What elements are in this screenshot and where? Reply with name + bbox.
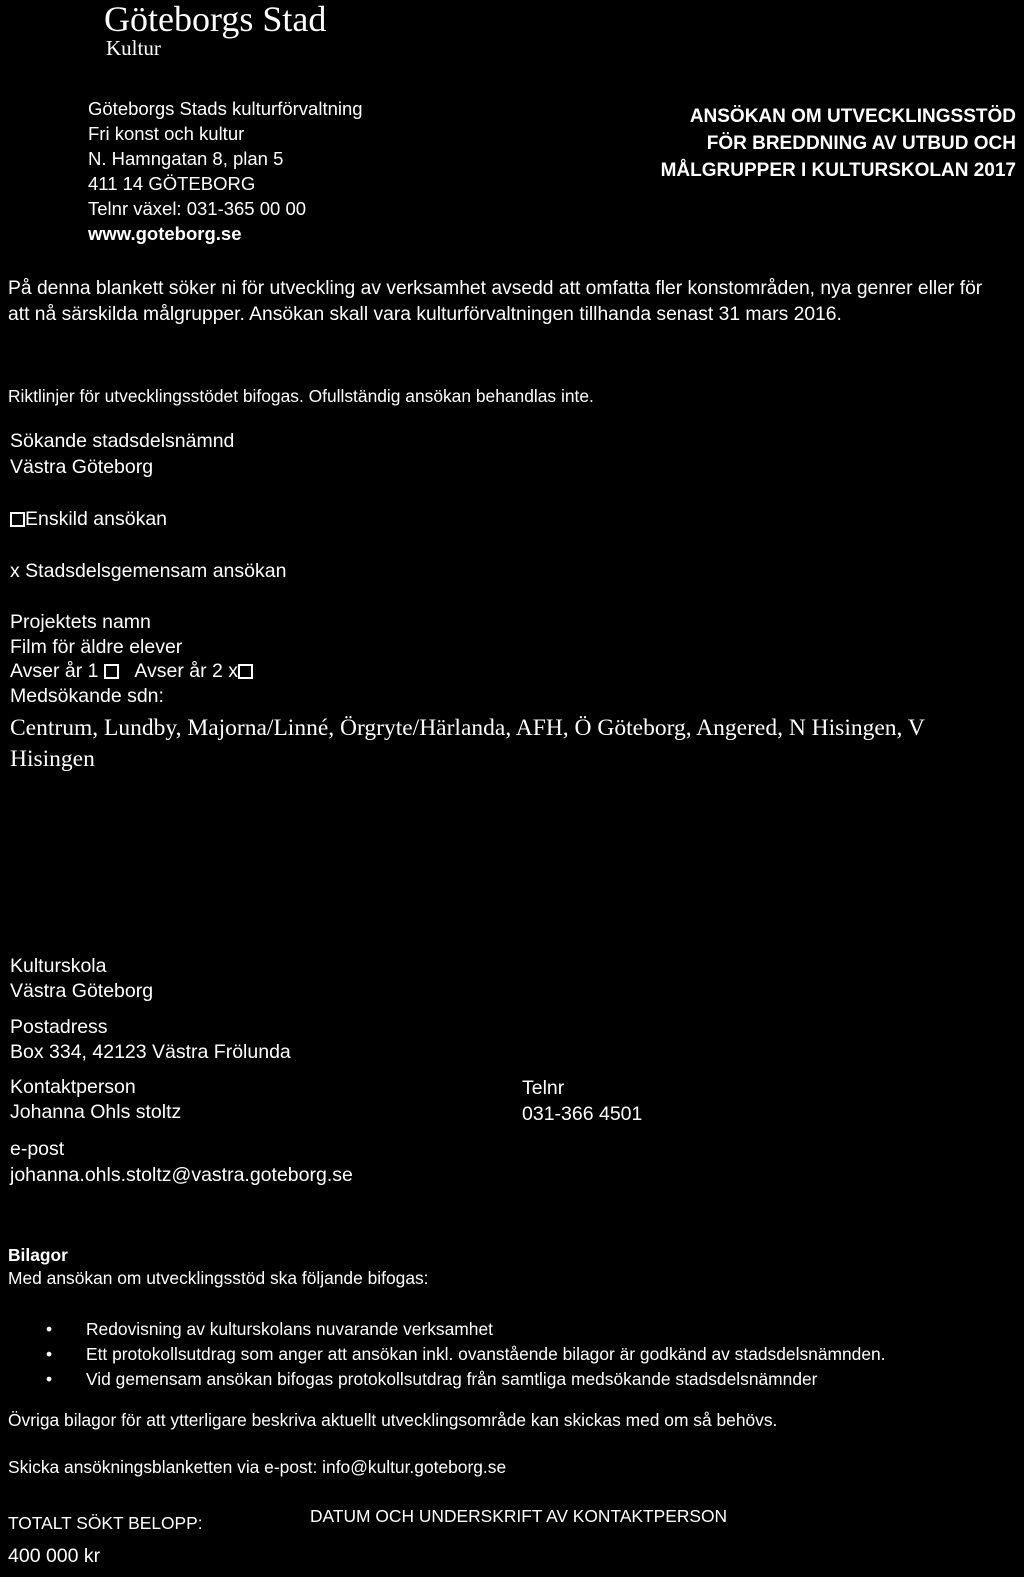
phone-label: Telnr [522,1077,565,1099]
form-title-line: FÖR BREDDNING AV UTBUD OCH [706,133,1016,154]
joint-application-option[interactable] [10,560,286,583]
list-item-text: Redovisning av kulturskolans nuvarande verksamhet [86,1319,493,1339]
form-title [661,103,1016,184]
applicant-value[interactable]: Västra Göteborg [10,456,154,478]
year2-checkbox[interactable] [238,664,253,679]
address-line: Göteborgs Stads kulturförvaltning [88,98,363,119]
address-line: 411 14 GÖTEBORG [88,173,256,194]
contact-person-label: Kontaktperson [10,1076,136,1098]
year2-label: Avser år 2 [134,660,223,682]
year2-mark[interactable]: x [228,660,239,682]
school-value[interactable]: Västra Göteborg [10,980,154,1002]
website-link[interactable]: www.goteborg.se [88,223,242,244]
applicant-label: Sökande stadsdelsnämnd [10,430,235,452]
list-item [46,1342,886,1367]
guidelines-note: Riktlinjer för utvecklingsstödet bifogas. Ofullständig ansökan behandlas inte. [8,386,594,406]
bullet-icon: • [46,1344,53,1364]
co-applicants-value[interactable]: Centrum, Lundby, Majorna/Linné, Örgryte/Härlanda, AFH, Ö Göteborg, Angered, N Hisingen, V Hisingen [10,715,925,772]
individual-application-option[interactable] [10,508,167,531]
phone-value[interactable]: 031-366 4501 [522,1103,643,1125]
list-item-text: Vid gemensam ansökan bifogas protokollsutdrag från samtliga medsökande stadsdelsnämnder [86,1369,818,1389]
postal-address-label: Postadress [10,1016,108,1038]
address-line: Fri konst och kultur [88,123,245,144]
school-label: Kulturskola [10,955,107,977]
form-title-line: MÅLGRUPPER I KULTURSKOLAN 2017 [660,160,1016,181]
list-item [46,1317,886,1342]
contact-person-value[interactable]: Johanna Ohls stoltz [10,1101,182,1123]
attachments-heading: Bilagor [8,1245,68,1265]
total-amount-value[interactable]: 400 000 kr [8,1545,101,1567]
list-item-text: Ett protokollsutdrag som anger att ansökan inkl. ovanstående bilagor är godkänd av stadsdelsnämnden. [86,1344,886,1364]
intro-paragraph: På denna blankett söker ni för utveckling av verksamhet avsedd att omfatta fler konstområden, nya genrer eller för att nå särskilda målgrupper. Ansökan skall vara kulturförvaltningen tillhanda senast 31 mars 2016. [8,278,983,325]
org-department: Kultur [106,36,161,60]
joint-application-mark[interactable]: x [10,560,20,582]
attachments-list [46,1317,886,1392]
email-value[interactable]: johanna.ohls.stoltz@vastra.goteborg.se [10,1164,353,1186]
list-item [46,1367,886,1392]
co-applicants-label: Medsökande sdn: [10,685,164,707]
attachments-intro: Med ansökan om utvecklingsstöd ska följande bifogas: [8,1268,429,1288]
other-attachments-note: Övriga bilagor för att ytterligare beskriva aktuellt utvecklingsområde kan skickas med om så behövs. [8,1410,778,1430]
signature-label: DATUM OCH UNDERSKRIFT AV KONTAKTPERSON [310,1506,728,1526]
bullet-icon: • [46,1319,53,1339]
form-title-line: ANSÖKAN OM UTVECKLINGSSTÖD [689,106,1016,127]
org-name: Göteborgs Stad [104,0,327,39]
year1-label: Avser år 1 [10,660,99,682]
send-instructions: Skicka ansökningsblanketten via e-post: info@kultur.goteborg.se [8,1457,507,1477]
bullet-icon: • [46,1369,53,1389]
email-label: e-post [10,1138,65,1160]
year1-checkbox[interactable] [104,664,119,679]
address-line: N. Hamngatan 8, plan 5 [88,148,284,169]
individual-application-checkbox[interactable] [10,512,25,527]
address-phone: Telnr växel: 031-365 00 00 [88,198,307,219]
individual-application-label: Enskild ansökan [25,508,168,530]
total-amount-label: TOTALT SÖKT BELOPP: [8,1513,203,1533]
joint-application-label: Stadsdelsgemensam ansökan [25,560,287,582]
postal-address-value[interactable]: Box 334, 42123 Västra Frölunda [10,1041,291,1063]
project-name-value[interactable]: Film för äldre elever [10,636,183,658]
project-name-label: Projektets namn [10,611,151,633]
address-block [88,96,363,246]
year-options [10,660,253,683]
